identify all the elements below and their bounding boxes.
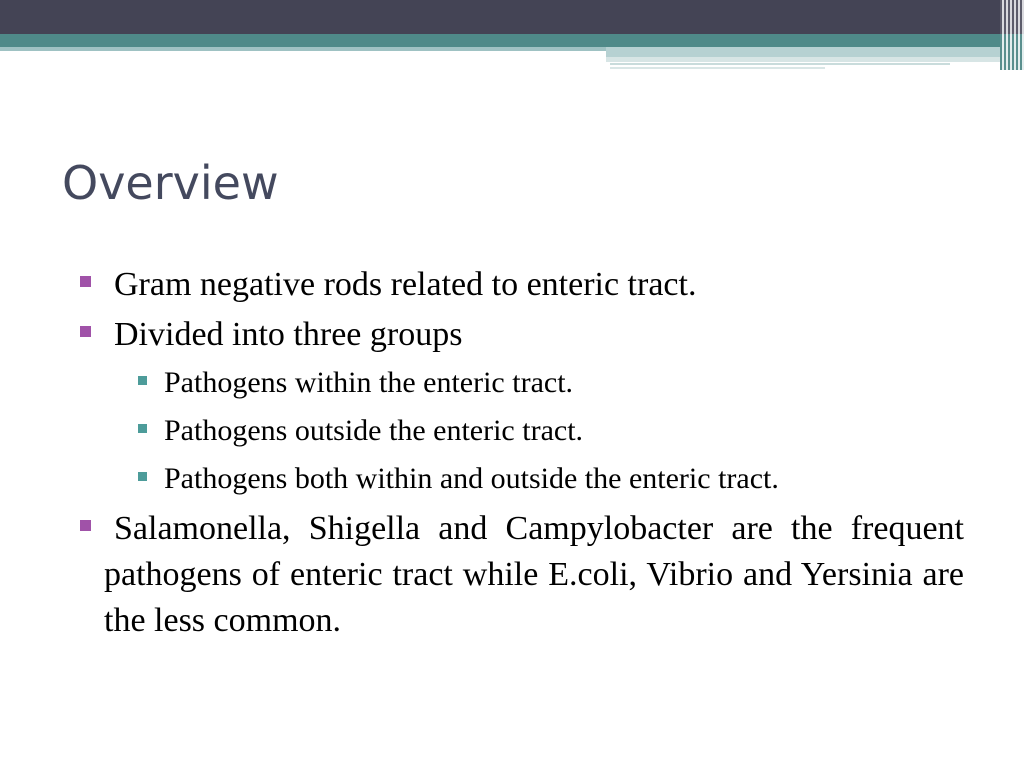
- sub-bullet-item: [138, 410, 964, 452]
- bullet-list: [76, 262, 964, 648]
- header-band-light-right: [606, 47, 1000, 57]
- header-stripes-decoration: [1000, 0, 1024, 70]
- header-thin-line-short: [610, 67, 825, 69]
- square-bullet-icon: [138, 472, 147, 481]
- header-band-light: [0, 47, 606, 51]
- square-bullet-icon: [80, 326, 91, 337]
- header-thin-line: [610, 63, 950, 65]
- sub-bullet-item: [138, 362, 964, 404]
- square-bullet-icon: [138, 424, 147, 433]
- sub-bullet-text: Pathogens outside the enteric tract.: [164, 414, 584, 447]
- square-bullet-icon: [138, 376, 147, 385]
- square-bullet-icon: [80, 520, 91, 531]
- bullet-item: [76, 262, 964, 308]
- sub-bullet-item: [138, 458, 964, 500]
- header-band-dark: [0, 0, 1024, 34]
- square-bullet-icon: [80, 276, 91, 287]
- bullet-text: Gram negative rods related to enteric tract.: [114, 266, 697, 303]
- sub-bullet-text: Pathogens within the enteric tract.: [164, 366, 574, 399]
- sub-bullet-text: Pathogens both within and outside the enteric tract.: [164, 462, 779, 495]
- slide-title: Overview: [62, 156, 279, 210]
- header-band-lighter-right: [606, 57, 1000, 62]
- bullet-text: Salamonella, Shigella and Campylobacter are the frequent pathogens of enteric tract while E.coli, Vibrio and Yersinia are the less common.: [104, 510, 964, 639]
- header-band-teal: [0, 34, 1000, 47]
- bullet-item: [76, 506, 964, 644]
- bullet-text: Divided into three groups: [114, 316, 463, 353]
- bullet-item: [76, 312, 964, 358]
